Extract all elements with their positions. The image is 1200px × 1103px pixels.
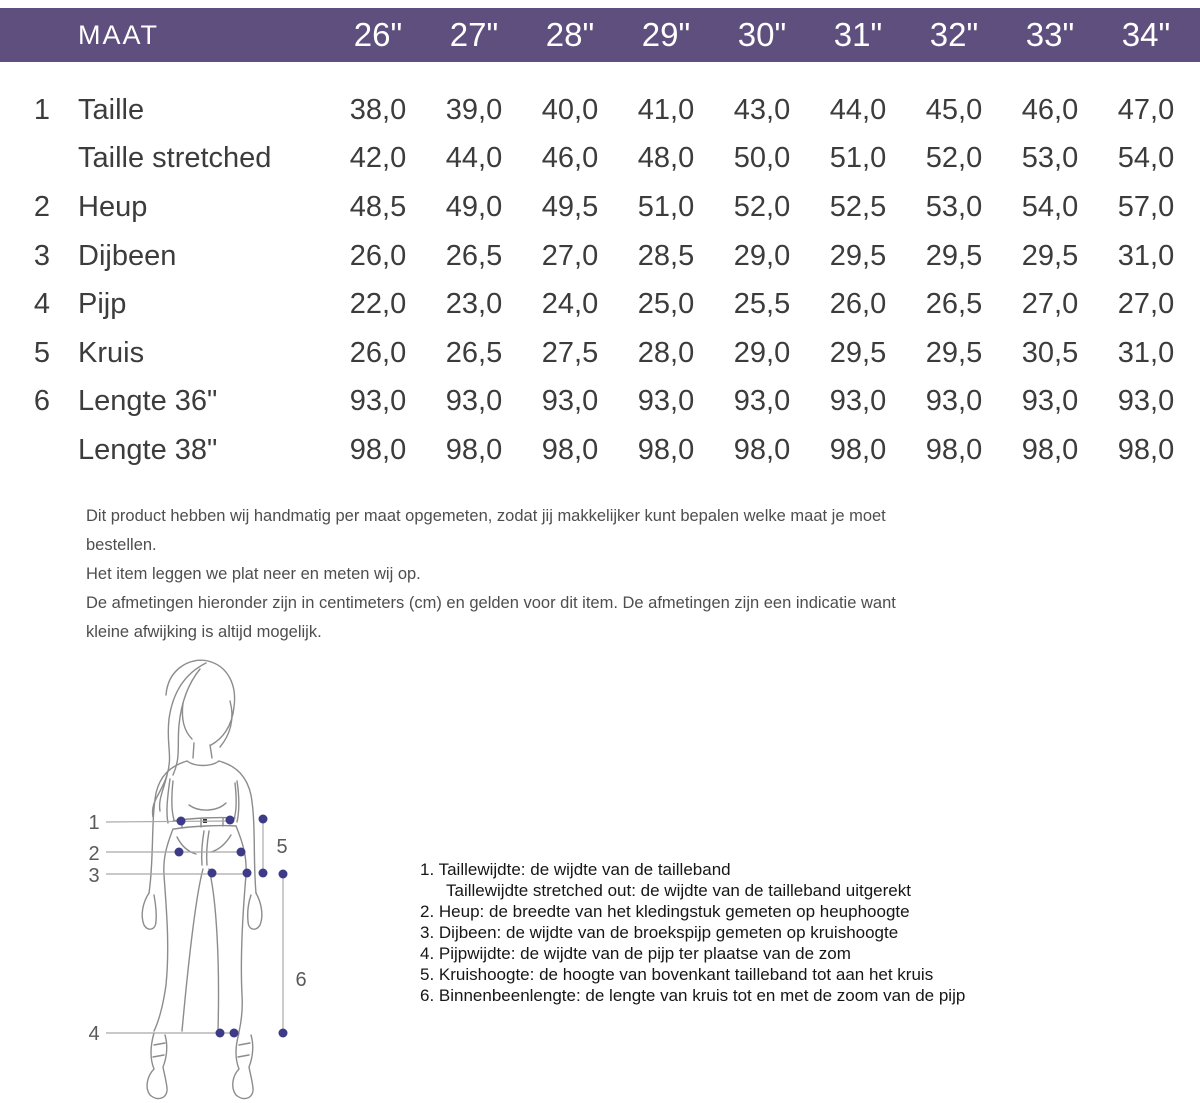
size-column-header: 32"	[929, 16, 979, 53]
marker-label-2: 2	[88, 843, 100, 865]
cell-value: 98,0	[637, 433, 695, 466]
cell-value: 45,0	[925, 93, 983, 126]
cell-value: 98,0	[445, 433, 503, 466]
size-column-header: 26"	[353, 16, 403, 53]
cell-value: 43,0	[733, 93, 791, 126]
table-row	[0, 329, 1200, 378]
row-label: Lengte 38"	[78, 433, 218, 466]
cell-value: 93,0	[925, 385, 983, 418]
cell-value: 28,0	[637, 336, 695, 369]
row-number: 3	[33, 239, 51, 272]
row-label: Heup	[78, 190, 148, 223]
cell-value: 53,0	[1021, 142, 1079, 175]
cell-value: 48,5	[349, 190, 407, 223]
cell-value: 30,5	[1021, 336, 1079, 369]
cell-value: 54,0	[1021, 190, 1079, 223]
figure-annotations	[88, 812, 306, 1045]
cell-value: 44,0	[445, 142, 503, 175]
row-label: Pijp	[78, 288, 127, 321]
marker-dot	[226, 816, 235, 825]
measurement-legend	[420, 859, 965, 1006]
table-row	[0, 378, 1200, 427]
size-table-header	[0, 8, 1200, 62]
table-row	[0, 183, 1200, 232]
cell-value: 57,0	[1117, 190, 1175, 223]
row-number: 4	[33, 288, 51, 321]
marker-dot	[216, 1029, 225, 1038]
marker-dot	[237, 848, 246, 857]
cell-value: 29,5	[925, 239, 983, 272]
cell-value: 93,0	[637, 385, 695, 418]
cell-value: 22,0	[349, 288, 407, 321]
legend-item: 4. Pijpwijdte: de wijdte van de pijp ter plaatse van de zom	[420, 944, 851, 963]
cell-value: 29,5	[925, 336, 983, 369]
row-number: 6	[33, 385, 51, 418]
cell-value: 51,0	[829, 142, 887, 175]
cell-value: 98,0	[733, 433, 791, 466]
marker-line-1	[106, 821, 230, 822]
cell-value: 50,0	[733, 142, 791, 175]
size-column-header: 29"	[641, 16, 691, 53]
marker-dot	[243, 869, 252, 878]
table-row	[0, 86, 1200, 135]
cell-value: 24,0	[541, 288, 599, 321]
marker-label-5: 5	[276, 836, 288, 858]
cell-value: 93,0	[1021, 385, 1079, 418]
note-line: bestellen.	[86, 536, 157, 554]
size-guide-figure	[70, 655, 330, 1103]
cell-value: 93,0	[1117, 385, 1175, 418]
row-label: Dijbeen	[78, 239, 177, 272]
cell-value: 93,0	[829, 385, 887, 418]
cell-value: 31,0	[1117, 336, 1175, 369]
cell-value: 98,0	[829, 433, 887, 466]
cell-value: 26,5	[445, 239, 503, 272]
cell-value: 46,0	[541, 142, 599, 175]
row-number: 1	[33, 93, 51, 126]
marker-dot	[208, 869, 217, 878]
cell-value: 52,5	[829, 190, 887, 223]
row-label: Kruis	[78, 336, 145, 369]
legend-item: Taillewijdte stretched out: de wijdte van de tailleband uitgerekt	[446, 881, 911, 900]
cell-value: 29,5	[1021, 239, 1079, 272]
cell-value: 29,5	[829, 336, 887, 369]
legend-item: 3. Dijbeen: de wijdte van de broekspijp gemeten op kruishoogte	[420, 923, 899, 942]
note-line: De afmetingen hieronder zijn in centimeters (cm) en gelden voor dit item. De afmetingen zijn een indicatie want	[86, 594, 896, 612]
size-table-body	[0, 86, 1200, 475]
cell-value: 27,5	[541, 336, 599, 369]
cell-value: 93,0	[349, 385, 407, 418]
cell-value: 98,0	[1021, 433, 1079, 466]
row-label: Taille	[78, 93, 145, 126]
marker-label-4: 4	[88, 1023, 100, 1045]
cell-value: 98,0	[925, 433, 983, 466]
cell-value: 51,0	[637, 190, 695, 223]
cell-value: 48,0	[637, 142, 695, 175]
cell-value: 41,0	[637, 93, 695, 126]
cell-value: 40,0	[541, 93, 599, 126]
note-line: kleine afwijking is altijd mogelijk.	[86, 623, 322, 641]
table-row	[0, 232, 1200, 281]
marker-label-6: 6	[295, 969, 307, 991]
cell-value: 26,5	[925, 288, 983, 321]
table-row	[0, 280, 1200, 329]
cell-value: 23,0	[445, 288, 503, 321]
cell-value: 31,0	[1117, 239, 1175, 272]
table-row	[0, 135, 1200, 184]
size-column-header: 30"	[737, 16, 787, 53]
measurement-notes	[86, 502, 896, 647]
legend-item: 6. Binnenbeenlengte: de lengte van kruis tot en met de zoom van de pijp	[420, 986, 966, 1005]
cell-value: 93,0	[445, 385, 503, 418]
cell-value: 46,0	[1021, 93, 1079, 126]
row-label: Lengte 36"	[78, 385, 218, 418]
cell-value: 27,0	[541, 239, 599, 272]
row-label: Taille stretched	[78, 142, 272, 175]
cell-value: 98,0	[541, 433, 599, 466]
cell-value: 29,5	[829, 239, 887, 272]
size-header-label: MAAT	[78, 19, 159, 50]
cell-value: 28,5	[637, 239, 695, 272]
cell-value: 26,0	[349, 239, 407, 272]
cell-value: 25,5	[733, 288, 791, 321]
cell-value: 39,0	[445, 93, 503, 126]
legend-item: 5. Kruishoogte: de hoogte van bovenkant tailleband tot aan het kruis	[420, 965, 934, 984]
table-row	[0, 426, 1200, 475]
size-column-header: 28"	[545, 16, 595, 53]
cell-value: 98,0	[1117, 433, 1175, 466]
cell-value: 29,0	[733, 336, 791, 369]
marker-dot	[279, 870, 288, 879]
size-column-header: 31"	[833, 16, 883, 53]
row-number: 2	[33, 190, 51, 223]
marker-dot	[230, 1029, 239, 1038]
cell-value: 49,5	[541, 190, 599, 223]
cell-value: 26,5	[445, 336, 503, 369]
cell-value: 44,0	[829, 93, 887, 126]
cell-value: 26,0	[829, 288, 887, 321]
cell-value: 93,0	[733, 385, 791, 418]
size-column-header: 27"	[449, 16, 499, 53]
size-header-row	[0, 8, 1200, 62]
cell-value: 52,0	[733, 190, 791, 223]
marker-dot	[177, 817, 186, 826]
cell-value: 54,0	[1117, 142, 1175, 175]
marker-dot	[175, 848, 184, 857]
cell-value: 29,0	[733, 239, 791, 272]
marker-dot	[259, 869, 268, 878]
cell-value: 98,0	[349, 433, 407, 466]
cell-value: 38,0	[349, 93, 407, 126]
row-number: 5	[33, 336, 51, 369]
cell-value: 27,0	[1117, 288, 1175, 321]
marker-label-1: 1	[88, 812, 100, 834]
cell-value: 25,0	[637, 288, 695, 321]
marker-label-3: 3	[88, 865, 100, 887]
note-line: Dit product hebben wij handmatig per maat opgemeten, zodat jij makkelijker kunt bepalen welke maat je moet	[86, 507, 886, 525]
legend-item: 1. Taillewijdte: de wijdte van de tailleband	[420, 860, 731, 879]
cell-value: 49,0	[445, 190, 503, 223]
size-column-header: 34"	[1121, 16, 1171, 53]
cell-value: 27,0	[1021, 288, 1079, 321]
cell-value: 26,0	[349, 336, 407, 369]
legend-item: 2. Heup: de breedte van het kledingstuk gemeten op heuphoogte	[420, 902, 910, 921]
cell-value: 93,0	[541, 385, 599, 418]
note-line: Het item leggen we plat neer en meten wij op.	[86, 565, 421, 583]
marker-dot	[259, 815, 268, 824]
marker-dot	[279, 1029, 288, 1038]
cell-value: 47,0	[1117, 93, 1175, 126]
cell-value: 42,0	[349, 142, 407, 175]
size-column-header: 33"	[1025, 16, 1075, 53]
cell-value: 52,0	[925, 142, 983, 175]
cell-value: 53,0	[925, 190, 983, 223]
